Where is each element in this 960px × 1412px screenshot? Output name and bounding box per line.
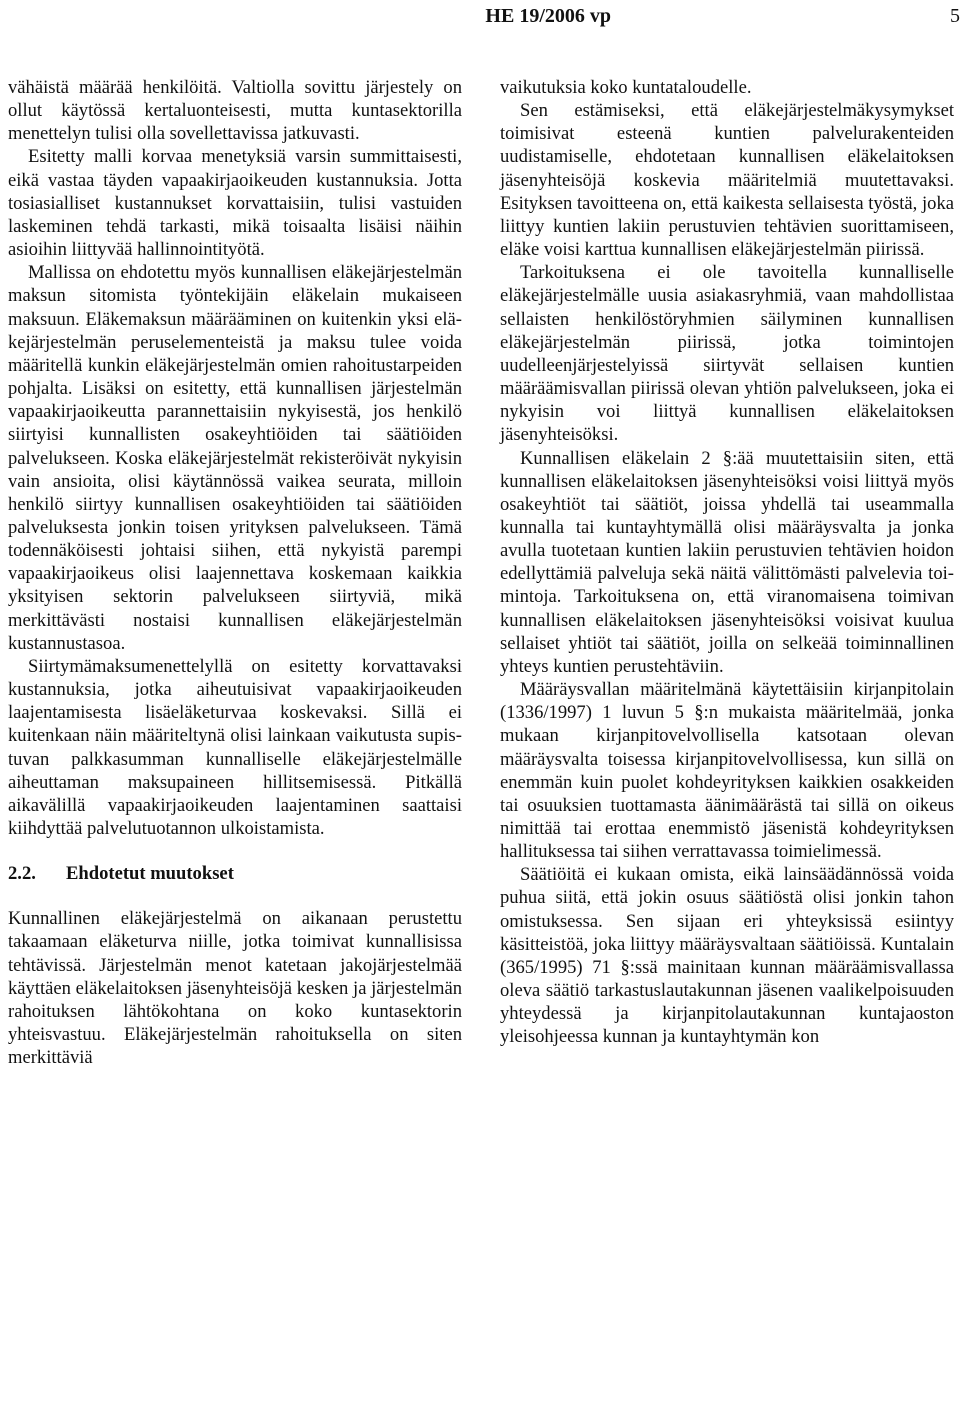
page-header — [0, 2, 960, 34]
paragraph: Siirtymämaksumenettelyllä on esitetty korvattavaksi kustannuksia, jotka aiheutuisivat vapaakirjaoikeuden laajentamisesta lisäeläketurvaa koskevaksi. Sillä ei kuitenkaan näin määriteltynä olisi lainkaan vaikutusta supistuvan palkkasumman kunnalliselle eläkejärjestelmälle aiheuttaman maksupaineen hillitsemisessä. Pitkällä aikavälillä vapaakirjaoikeuden laajentaminen saattaisi kiihdyttää palvelutuotannon ulkoistamista. — [8, 655, 462, 839]
paragraph: Mallissa on ehdotettu myös kunnallisen eläkejärjestelmän maksun sitomista työntekijäin eläkelain mukaiseen maksuun. Eläkemaksun määrääminen on kuitenkin yksi eläkejärjestelmän peruselementeistä ja maksu tulee voida määritellä kunkin eläkejärjestelmän omien rahoitustarpeiden pohjalta. Lisäksi on esitetty, että kunnallisen järjestelmän vapaakirjaoikeutta parannettaisiin nykyisestä, jos henkilö siirtyisi kunnallisten osakeyhtiöiden tai säätiöiden palvelukseen. Koska eläkejärjestelmät rekisteröivät nykyisin vain ansioita, olisi käytännössä vaikea seurata, milloin henkilö siirtyy kunnallisen osakeyhtiöiden tai säätiöiden palveluksesta jonkin toisen yrityksen palvelukseen. Tämä todennäköisesti johtaisi siihen, että nykyistä parempi vapaakirjaoikeus olisi laajennettava koskemaan kaikkia yksityisen sektorin palvelukseen siirtyviä, mikä merkittävästi nostaisi kunnallisen eläkejärjestelmän kustannustasoa. — [8, 262, 462, 654]
section-heading — [8, 862, 462, 885]
paragraph: Määräysvallan määritelmänä käytettäisiin kirjanpitolain (1336/1997) 1 luvun 5 §:n mukaista määritelmää, jonka mukaan kirjanpitovelvollisella katsotaan olevan määräysvalta toisessa kirjanpitovelvollisessa, kun sillä on enemmän kuin puolet kohdeyrityksen kaikkien osakkeiden tai osuuksien tuottamasta äänimäärästä tai sillä on oikeus nimittää tai erottaa enemmistö jäsenistä kohdeyrityksen hallituksessa tai siihen verrattavassa toimielimessä. — [500, 679, 954, 863]
left-column — [8, 76, 462, 1069]
paragraph: vähäistä määrää henkilöitä. Valtiolla sovittu järjestely on ollut käytössä kertaluonteisesti, mutta kuntasektorilla menettelyn tulisi olla sovellettavissa jatkuvasti. — [8, 77, 462, 145]
paragraph: Tarkoituksena ei ole tavoitella kunnalliselle eläkejärjestelmälle uusia asiakasryhmiä, vaan mahdollistaa sellaisten henkilöstöryhmien säilyminen kunnallisen eläkejärjestelmän piirissä, jotka toimintojen uudelleenjärjestelyissä siirtyvät sellaisen kuntien määräämisvallan piirissä olevan yhtiön palvelukseen, joka ei nykyisin voi liittyä kunnallisen eläkelaitoksen jäsenyhteisöksi. — [500, 262, 954, 446]
page-number: 5 — [950, 5, 960, 27]
paragraph: Sen estämiseksi, että eläkejärjestelmäkysymykset toimisivat esteenä kuntien palvelurakenteiden uudistamiselle, ehdotetaan kunnallisen eläkelaitoksen jäsenyhteisöjä koskevia määritelmiä muutettavaksi. Esityksen tavoitteena on, että kaikesta sellaisesta työstä, joka liittyy kuntien lakiin perustuvien tehtävien suorittamiseen, eläke voisi karttua kunnallisen eläkejärjestelmän piirissä. — [500, 100, 954, 261]
section-title: Ehdotetut muutokset — [66, 863, 234, 885]
right-column — [500, 76, 954, 1049]
paragraph: Kunnallisen eläkelain 2 §:ää muutettaisiin siten, että kunnallisen eläkelaitoksen jäsenyhteisöksi voisi liittyä myös osakeyhtiöt tai säätiöt, joissa yhdellä tai useammalla kunnalla tai kuntayhtymällä olisi määräysvalta ja jonka avulla tuotetaan kuntien lakiin perustuvien tehtävien hoidon edellyttämiä palveluja sekä näitä välittömästi palvelevia toimintoja. Tarkoituksena on, että viranomaisena toimivan kunnallisen eläkelaitoksen jäsenyhteisöksi voisivat kuulua sellaiset yhtiöt tai säätiöt, joilla on selkeää toiminnallinen yhteys kuntien perustehtäviin. — [500, 447, 954, 677]
section-number: 2.2. — [8, 863, 36, 885]
paragraph: Kunnallinen eläkejärjestelmä on aikanaan perustettu takaamaan eläketurva niille, jotka toimivat kunnallisissa tehtävissä. Järjestelmän menot katetaan jakojärjestelmää käyttäen eläkelaitoksen jäsenyhteisöjä kesken ja järjestelmän rahoituksen lähtökohtana on koko kuntasektorin yhteisvastuu. Eläkejärjestelmän rahoituksella on siten merkittäviä — [8, 908, 462, 1069]
paragraph: Esitetty malli korvaa menetyksiä varsin summittaisesti, eikä vastaa täyden vapaakirjaoikeuden kustannuksia. Jotta tosiasialliset kustannukset korvattaisiin, tulisi vastuiden laskeminen tehdä tarkasti, mikä toisaalta lisäisi näihin asioihin liittyvää hallinnointityötä. — [8, 146, 462, 261]
paragraph: vaikutuksia koko kuntataloudelle. — [500, 77, 752, 98]
paragraph: Säätiöitä ei kukaan omista, eikä lainsäädännössä voida puhua siitä, että jokin osuus säätiöstä olisi jonkin tahon omistuksessa. Sen sijaan eri yhteyksissä esiintyy käsitteistöä, joka liittyy määräysvaltaan säätiöissä. Kuntalain (365/1995) 71 §:ssä mainitaan kunnan määräämisvallassa oleva säätiö tarkastuslautakunnan jäsenen vaalikelpoisuuden yhteydessä ja kirjanpitolautakunnan kuntajaoston yleisohjeessa kunnan ja kuntayhtymän kon — [500, 864, 954, 1048]
document-id: HE 19/2006 vp — [485, 5, 611, 27]
